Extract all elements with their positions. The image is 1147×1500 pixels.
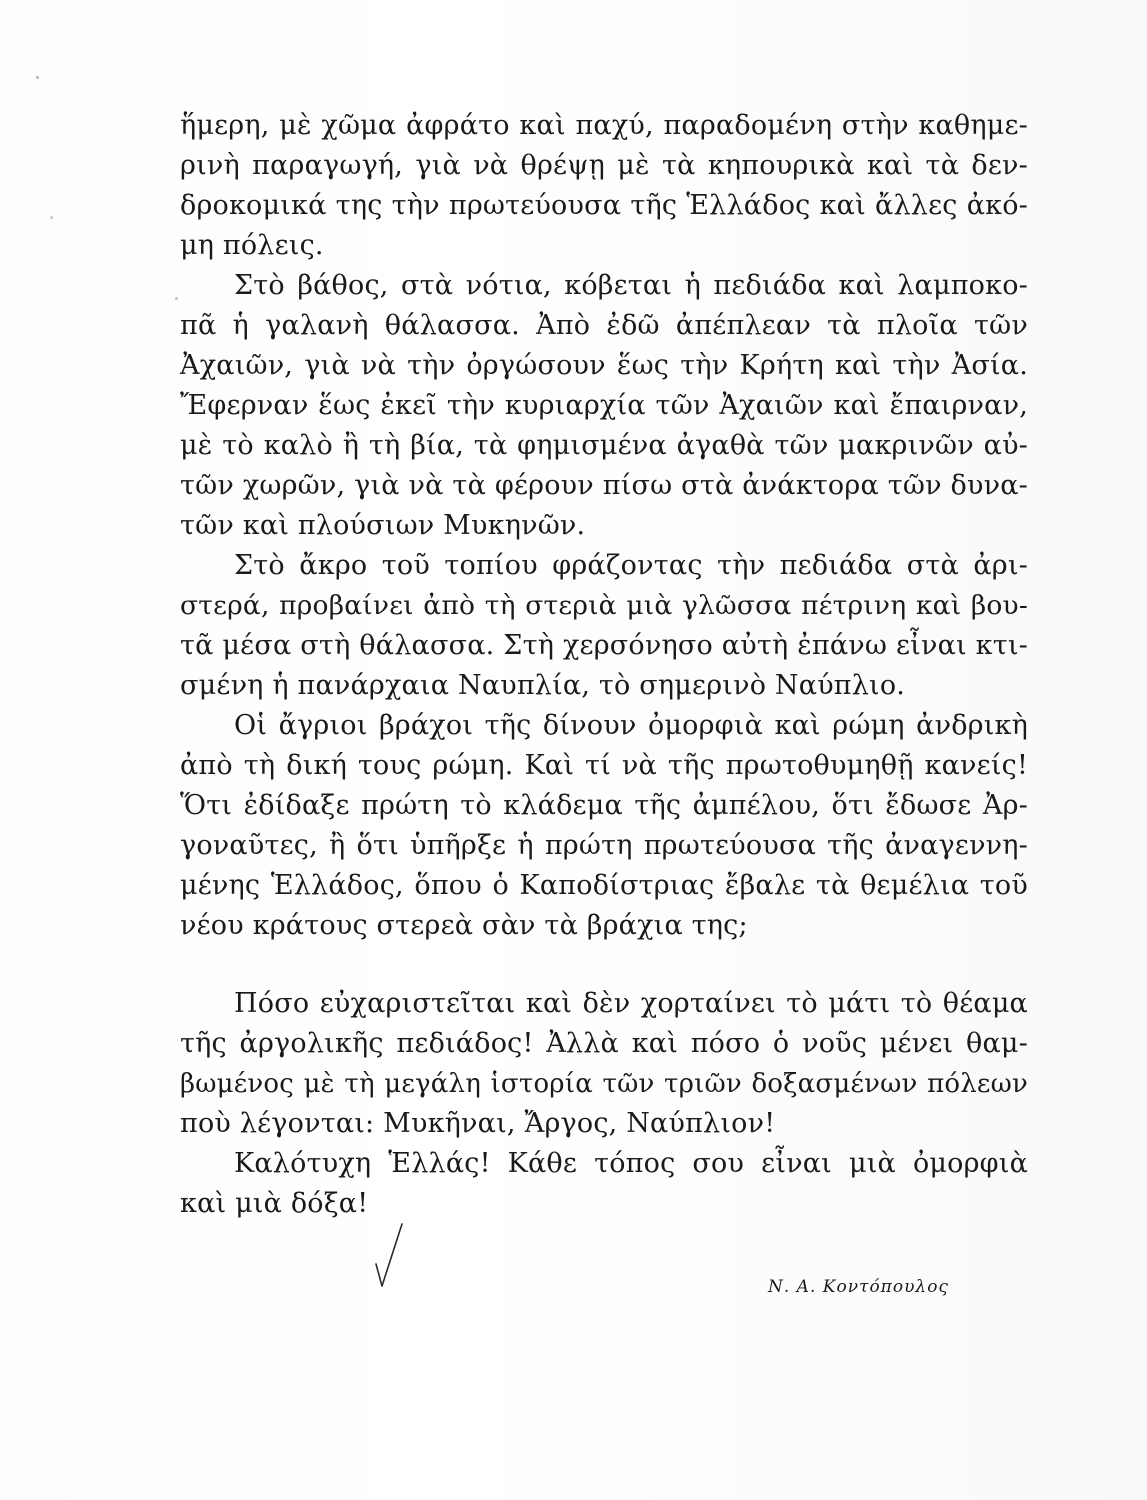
text-line: ἀπὸ τὴ δική τους ρώμη. Καὶ τί νὰ τῆς πρωτοθυμηθῇ κανείς!: [180, 750, 1028, 781]
text-line: μὲ τὸ καλὸ ἢ τὴ βία, τὰ φημισμένα ἀγαθὰ τῶν μακρινῶν αὐ-: [180, 430, 1028, 461]
author-signature: Ν. Α. Κοντόπουλος: [768, 1277, 949, 1297]
text-line: γοναῦτες, ἢ ὅτι ὑπῆρξε ἡ πρώτη πρωτεύουσα τῆς ἀναγεννη-: [180, 830, 1028, 861]
text-line: Οἱ ἄγριοι βράχοι τῆς δίνουν ὀμορφιὰ καὶ ρώμη ἀνδρικὴ: [234, 710, 1028, 741]
text-line: στερά, προβαίνει ἀπὸ τὴ στεριὰ μιὰ γλῶσσα πέτρινη καὶ βου-: [180, 590, 1028, 621]
text-line: ποὺ λέγονται: Μυκῆναι, Ἄργος, Ναύπλιον!: [180, 1108, 776, 1139]
text-line: τᾶ μέσα στὴ θάλασσα. Στὴ χερσόνησο αὐτὴ ἐπάνω εἶναι κτι-: [180, 630, 1028, 661]
text-line: Πόσο εὐχαριστεῖται καὶ δὲν χορταίνει τὸ μάτι τὸ θέαμα: [234, 988, 1028, 1019]
text-line: καὶ μιὰ δόξα!: [180, 1188, 369, 1219]
text-line: δροκομικά της τὴν πρωτεύουσα τῆς Ἑλλάδος καὶ ἄλλες ἀκό-: [180, 190, 1028, 221]
text-line: ρινὴ παραγωγή, γιὰ νὰ θρέψῃ μὲ τὰ κηπουρικὰ καὶ τὰ δεν-: [180, 150, 1028, 181]
handwritten-check-mark: [374, 1222, 404, 1288]
text-line: Ἔφερναν ἕως ἐκεῖ τὴν κυριαρχία τῶν Ἀχαιῶν καὶ ἔπαιρναν,: [180, 390, 1028, 421]
text-line: Καλότυχη Ἑλλάς! Κάθε τόπος σου εἶναι μιὰ ὀμορφιὰ: [234, 1148, 1028, 1179]
page-speck: [50, 216, 53, 219]
text-line: τῶν καὶ πλούσιων Μυκηνῶν.: [180, 510, 586, 541]
text-line: Στὸ βάθος, στὰ νότια, κόβεται ἡ πεδιάδα καὶ λαμποκο-: [234, 270, 1028, 301]
text-line: μη πόλεις.: [180, 230, 324, 261]
text-line: Ὅτι ἐδίδαξε πρώτη τὸ κλάδεμα τῆς ἀμπέλου, ὅτι ἔδωσε Ἀρ-: [180, 790, 1028, 821]
text-line: νέου κράτους στερεὰ σὰν τὰ βράχια της;: [180, 910, 748, 941]
body-text: [180, 106, 1028, 1224]
text-line: Ἀχαιῶν, γιὰ νὰ τὴν ὀργώσουν ἕως τὴν Κρήτη καὶ τὴν Ἀσία.: [180, 350, 1028, 381]
page-speck: [175, 297, 178, 300]
text-line: ἥμερη, μὲ χῶμα ἀφράτο καὶ παχύ, παραδομένη στὴν καθημε-: [180, 110, 1028, 141]
text-line: βωμένος μὲ τὴ μεγάλη ἱστορία τῶν τριῶν δοξασμένων πόλεων: [180, 1069, 1028, 1099]
paragraph-gap: [180, 946, 1028, 984]
text-line: μένης Ἑλλάδος, ὅπου ὁ Καποδίστριας ἔβαλε τὰ θεμέλια τοῦ: [180, 870, 1028, 901]
text-line: τῶν χωρῶν, γιὰ νὰ τὰ φέρουν πίσω στὰ ἀνάκτορα τῶν δυνα-: [180, 470, 1028, 501]
page-speck: [36, 76, 39, 79]
text-line: πᾶ ἡ γαλανὴ θάλασσα. Ἀπὸ ἐδῶ ἀπέπλεαν τὰ πλοῖα τῶν: [180, 310, 1028, 341]
text-line: Στὸ ἄκρο τοῦ τοπίου φράζοντας τὴν πεδιάδα στὰ ἀρι-: [234, 550, 1028, 581]
text-line: σμένη ἡ πανάρχαια Ναυπλία, τὸ σημερινὸ Ναύπλιο.: [180, 670, 906, 701]
text-line: τῆς ἀργολικῆς πεδιάδος! Ἀλλὰ καὶ πόσο ὁ νοῦς μένει θαμ-: [180, 1028, 1028, 1059]
